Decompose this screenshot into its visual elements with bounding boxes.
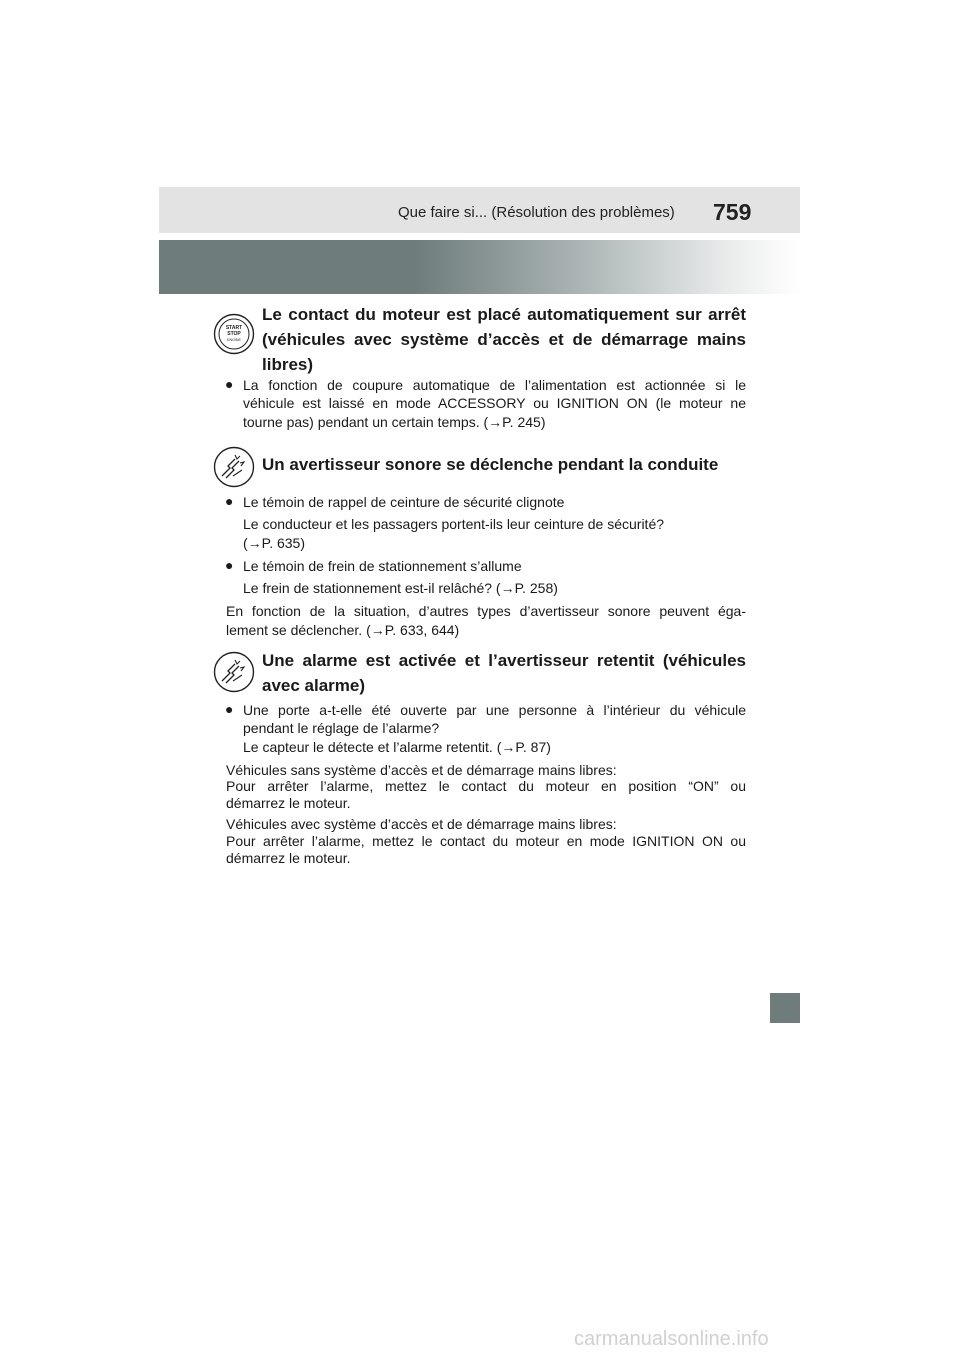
bullet-dot: ● [225,701,234,717]
start-label: START [225,325,243,331]
horn-warning-icon [213,651,255,693]
page-number: 759 [713,199,752,225]
start-stop-button-icon [213,313,255,355]
bullet-line: La fonction de coupure automatique de l’alimentation est actionnée si le [243,377,746,393]
bullet-line: Le capteur le détecte et l’alarme retentit. (→P. 87) [243,739,551,755]
section-heading-alarm: Une alarme est activée et l’avertisseur retentit (véhicules avec alarme) [262,651,746,695]
chapter-tab [770,993,800,1023]
note-line: Pour arrêter l’alarme, mettez le contact du moteur en mode IGNITION ON ou [226,833,746,849]
bullet-title: Le témoin de rappel de ceinture de sécurité clignote [243,494,565,510]
note-line: lement se déclencher. (→P. 633, 644) [226,622,460,638]
note-line: Véhicules avec système d’accès et de démarrage mains libres: [226,816,617,832]
bullet-line: Le conducteur et les passagers portent-ils leur ceinture de sécurité? [243,516,665,532]
section-banner [159,240,800,294]
site-watermark: carmanualsonline.info [574,1328,769,1350]
section-heading-auto-off: Le contact du moteur est placé automatiquement sur arrêt (véhicules avec système d’accès et de démarrage mains libres) [262,305,746,374]
bullet-line: (→P. 635) [243,535,305,551]
bullet-line: Le frein de stationnement est-il relâché? (→P. 258) [243,580,558,596]
section-heading-horn: Un avertisseur sonore se déclenche pendant la conduite [262,455,719,474]
engine-label: ENGINE [227,338,241,342]
note-line: En fonction de la situation, d’autres types d’avertisseur sonore peuvent éga- [226,603,746,619]
bullet-line: Une porte a-t-elle été ouverte par une personne à l’intérieur du véhicule [243,702,746,718]
stop-label: STOP [227,331,241,337]
bullet-line: pendant le réglage de l’alarme? [243,720,440,736]
note-line: démarrez le moteur. [226,850,351,866]
bullet-dot: ● [225,493,234,509]
horn-warning-icon [213,446,255,488]
note-line: démarrez le moteur. [226,795,351,811]
bullet-dot: ● [225,376,234,392]
bullet-line: véhicule est laissé en mode ACCESSORY ou IGNITION ON (le moteur ne [243,395,746,411]
note-line: Véhicules sans système d’accès et de démarrage mains libres: [226,762,617,778]
bullet-title: Le témoin de frein de stationnement s’allume [243,558,522,574]
chapter-title: Que faire si... (Résolution des problèmes) [398,204,675,221]
note-line: Pour arrêter l’alarme, mettez le contact du moteur en position “ON” ou [226,778,746,794]
bullet-line: tourne pas) pendant un certain temps. (→P. 245) [243,414,546,430]
bullet-dot: ● [225,557,234,573]
